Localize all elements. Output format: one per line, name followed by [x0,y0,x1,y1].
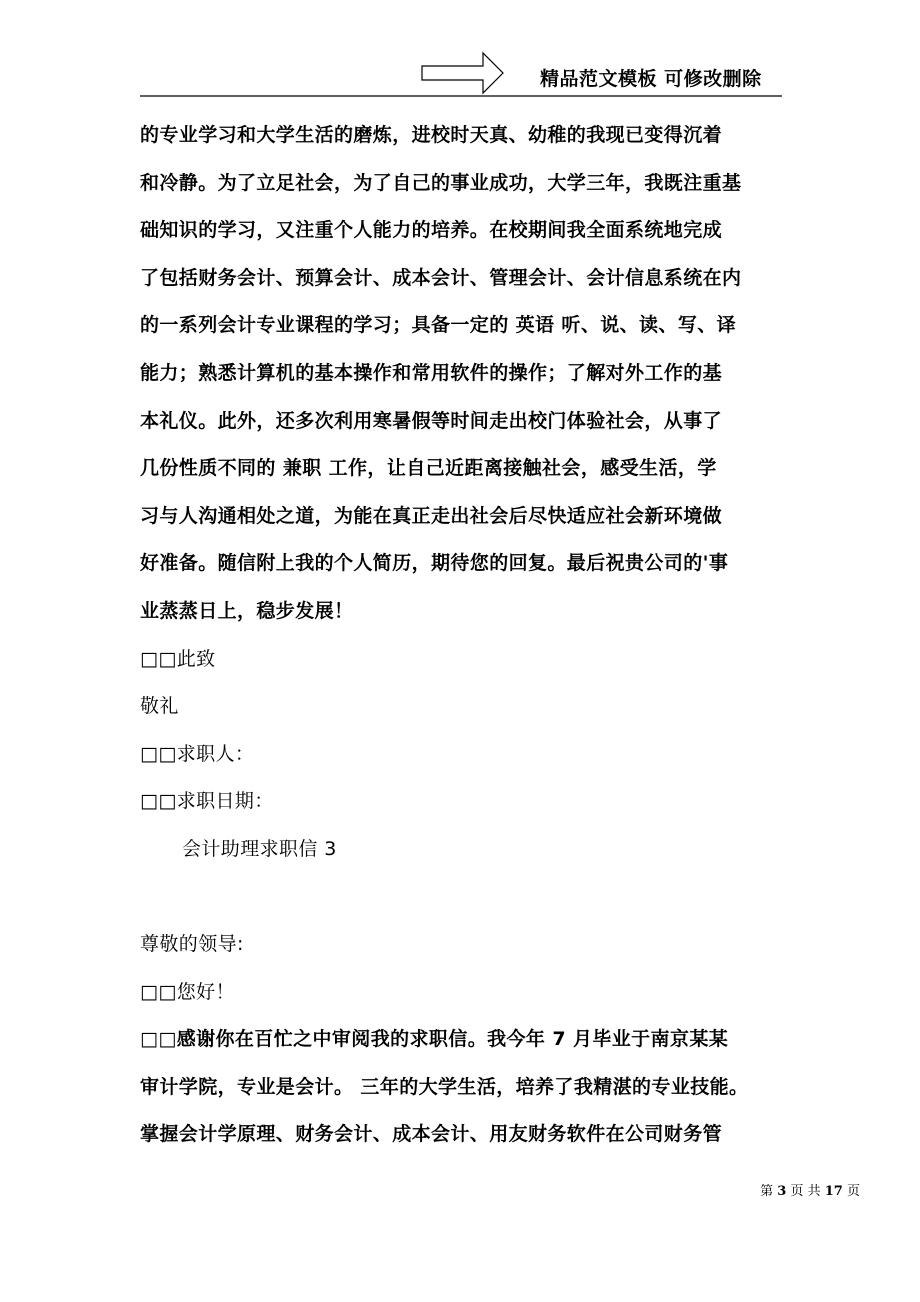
document-body [140,112,800,1159]
section-title: 会计助理求职信 3 [182,837,337,860]
greeting: □□您好！ [140,980,235,1003]
paragraph-line: 几份性质不同的 兼职 工作，让自己近距离接触社会，感受生活，学 [140,457,717,480]
page-total: 17 [824,1184,843,1199]
arrow-icon [422,53,503,93]
paragraph-line: 了包括财务会计、预算会计、成本会计、管理会计、会计信息系统在内 [140,266,742,289]
page-footer [760,1180,860,1199]
footer-suffix: 页 [846,1184,860,1199]
paragraph-line: 习与人沟通相处之道，为能在真正走出社会后尽快适应社会新环境做 [140,504,723,527]
footer-mid: 页 共 [790,1184,821,1199]
paragraph-line: 和冷静。为了立足社会，为了自己的事业成功，大学三年，我既注重基 [140,171,742,194]
applicant-line: □□求职人： [140,742,255,765]
paragraph-line: 好准备。随信附上我的个人简历，期待您的回复。最后祝贵公司的'事 [140,552,729,575]
page-number: 3 [777,1184,787,1199]
paragraph-line: 业蒸蒸日上，稳步发展！ [140,599,354,622]
date-line: □□求职日期： [140,790,274,813]
spacer [140,874,800,922]
page-header [0,0,920,100]
salutation: 尊敬的领导: [140,933,244,956]
paragraph-line: □□感谢你在百忙之中审阅我的求职信。我今年 7 月毕业于南京某某 [140,1028,729,1051]
paragraph-line: 能力；熟悉计算机的基本操作和常用软件的操作；了解对外工作的基 [140,361,723,384]
paragraph-line: 审计学院，专业是会计。 三年的大学生活，培养了我精湛的专业技能。 [140,1075,749,1098]
footer-prefix: 第 [760,1184,774,1199]
paragraph-line: 掌握会计学原理、财务会计、成本会计、用友财务软件在公司财务管 [140,1123,723,1146]
paragraph-line: 础知识的学习，又注重个人能力的培养。在校期间我全面系统地完成 [140,219,723,242]
paragraph-line: 的专业学习和大学生活的磨炼，进校时天真、幼稚的我现已变得沉着 [140,124,723,146]
paragraph-line: 的一系列会计专业课程的学习；具备一定的 英语 听、说、读、写、译 [140,314,737,337]
header-title: 精品范文模板 可修改删除 [540,68,762,90]
paragraph-line: 本礼仪。此外，还多次利用寒暑假等时间走出校门体验社会，从事了 [140,409,723,432]
closing-line: □□此致 [140,647,216,670]
closing-regards: 敬礼 [140,695,179,718]
